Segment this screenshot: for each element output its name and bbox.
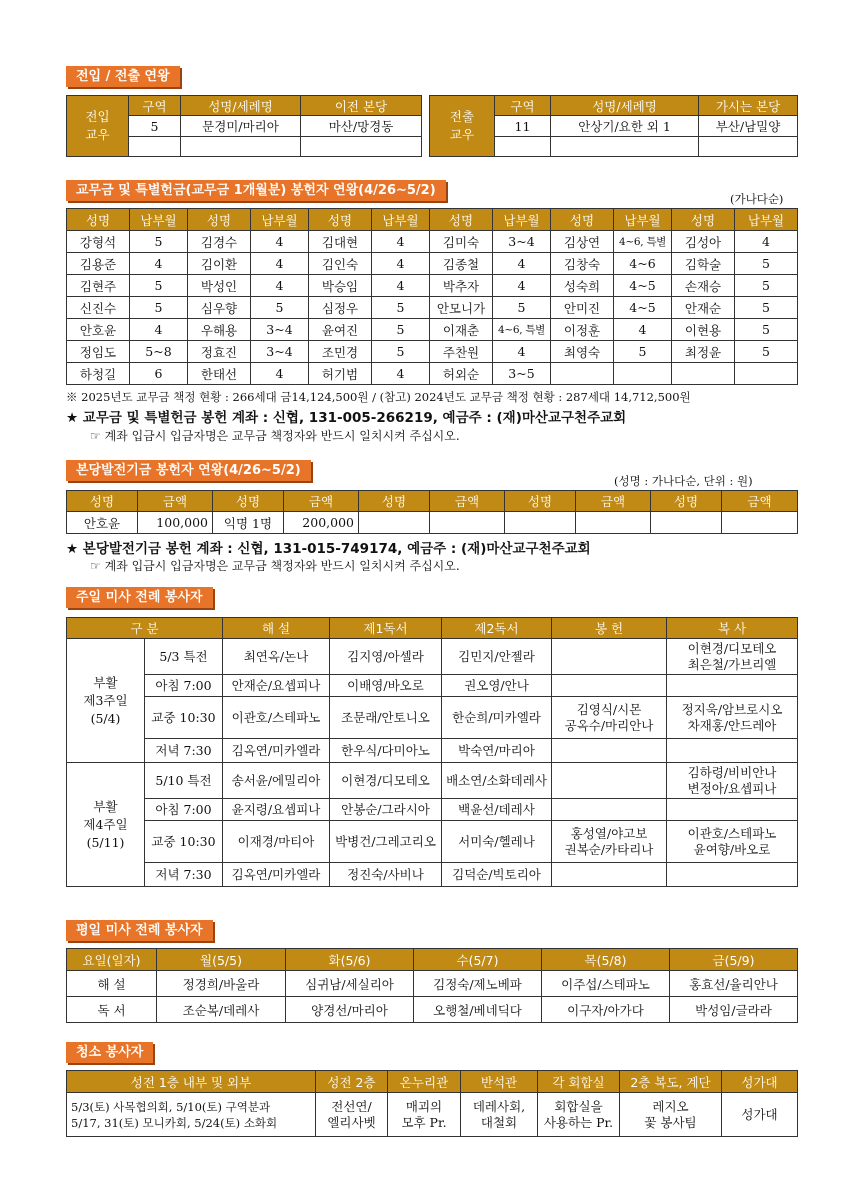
dues-name-cell: 하청길: [67, 363, 130, 385]
building-cell: [359, 512, 430, 534]
dues-name-cell: 안미진: [551, 297, 614, 319]
weekday-cell: 조순복/데레사: [157, 997, 286, 1023]
sunday-offering: [552, 863, 667, 887]
sunday-table: [66, 617, 798, 887]
dues-name-cell: 최정윤: [672, 341, 735, 363]
dues-month-cell: 4: [493, 253, 551, 275]
weekday-header: 화(5/6): [286, 949, 414, 971]
dues-month-cell: 5: [735, 297, 798, 319]
dues-account-note: ☞ 계좌 입금시 입금자명은 교무금 책정자와 반드시 일치시켜 주십시오.: [90, 429, 460, 443]
dues-header-month: 납부월: [735, 209, 798, 231]
weekday-role: 해 설: [67, 971, 157, 997]
dues-month-cell: 4: [493, 341, 551, 363]
sunday-reading2: 김덕순/빅토리아: [442, 863, 552, 887]
transfer-in-cell: [301, 137, 422, 157]
sunday-section-title: 주일 미사 전례 봉사자: [66, 587, 213, 608]
sunday-reading1: 이현경/디모테오: [330, 763, 442, 799]
dues-header-month: 납부월: [130, 209, 188, 231]
dues-name-cell: 심정우: [309, 297, 372, 319]
dues-name-cell: 정효진: [188, 341, 251, 363]
cleaning-cell: 레지오 꽃 봉사팀: [620, 1093, 722, 1137]
transfer-out-header: 구역: [495, 96, 551, 116]
dues-month-cell: 4: [130, 319, 188, 341]
sunday-header: 복 사: [667, 618, 798, 639]
sunday-commentary: 이관호/스테파노: [223, 697, 330, 739]
transfer-out-table: [429, 95, 798, 157]
sunday-offering: 홍성열/야고보 권복순/카타리나: [552, 821, 667, 863]
dues-header-name: 성명: [551, 209, 614, 231]
cleaning-cell: 회합실을 사용하는 Pr.: [538, 1093, 620, 1137]
weekday-header: 목(5/8): [542, 949, 670, 971]
dues-month-cell: 4: [372, 275, 430, 297]
dues-month-cell: 4: [372, 363, 430, 385]
building-cell: 200,000: [284, 512, 359, 534]
dues-name-cell: 김미숙: [430, 231, 493, 253]
transfer-out-cell: 11: [495, 116, 551, 137]
dues-name-cell: 손재승: [672, 275, 735, 297]
cleaning-header: 각 회합실: [538, 1071, 620, 1093]
weekday-header: 요일(일자): [67, 949, 157, 971]
cleaning-cell: 5/3(토) 사목협의회, 5/10(토) 구역분과 5/17, 31(토) 모니카회, 5/24(토) 소화회: [67, 1093, 316, 1137]
sunday-reading2: 한순희/미카엘라: [442, 697, 552, 739]
dues-name-cell: [672, 363, 735, 385]
dues-name-cell: 정임도: [67, 341, 130, 363]
sunday-altar-servers: 이현경/디모테오 최은철/가브리엘: [667, 639, 798, 675]
cleaning-header: 성전 2층: [316, 1071, 388, 1093]
dues-name-cell: 심우향: [188, 297, 251, 319]
sunday-mass-time: 교중 10:30: [145, 821, 223, 863]
dues-header-month: 납부월: [493, 209, 551, 231]
cleaning-header: 2층 복도, 계단: [620, 1071, 722, 1093]
weekday-cell: 이주섭/스테파노: [542, 971, 670, 997]
weekday-section-title: 평일 미사 전례 봉사자: [66, 920, 213, 941]
sunday-offering: [552, 739, 667, 763]
dues-month-cell: 5: [251, 297, 309, 319]
sunday-offering: 김영식/시몬 공옥수/마리안나: [552, 697, 667, 739]
transfer-in-label: 전입 교우: [67, 96, 129, 157]
building-header: 성명: [505, 491, 576, 512]
dues-month-cell: 5: [614, 341, 672, 363]
sunday-commentary: 윤지령/요셉피나: [223, 799, 330, 821]
weekday-header: 월(5/5): [157, 949, 286, 971]
dues-month-cell: 4: [372, 253, 430, 275]
dues-name-cell: 신진수: [67, 297, 130, 319]
building-header: 금액: [430, 491, 505, 512]
weekday-cell: 정경희/바울라: [157, 971, 286, 997]
sunday-altar-servers: [667, 863, 798, 887]
dues-name-cell: 최영숙: [551, 341, 614, 363]
dues-name-cell: 박추자: [430, 275, 493, 297]
dues-month-cell: 3~5: [493, 363, 551, 385]
sunday-altar-servers: 김하령/비비안나 변정아/요셉피나: [667, 763, 798, 799]
sunday-header: 제1독서: [330, 618, 442, 639]
transfer-in-cell: [129, 137, 181, 157]
dues-month-cell: 5: [735, 275, 798, 297]
building-header: 성명: [213, 491, 284, 512]
transfer-out-cell: [699, 137, 798, 157]
sunday-commentary: 김옥연/미카엘라: [223, 863, 330, 887]
sunday-reading2: 김민지/안젤라: [442, 639, 552, 675]
dues-name-cell: 안모니가: [430, 297, 493, 319]
dues-month-cell: 3~4: [251, 341, 309, 363]
dues-header-name: 성명: [672, 209, 735, 231]
building-header: 성명: [67, 491, 138, 512]
sunday-offering: [552, 799, 667, 821]
sunday-reading1: 김지영/아셀라: [330, 639, 442, 675]
weekday-cell: 이구자/아가다: [542, 997, 670, 1023]
building-header: 성명: [651, 491, 722, 512]
sunday-reading1: 박병건/그레고리오: [330, 821, 442, 863]
dues-name-cell: 안재순: [672, 297, 735, 319]
sunday-reading1: 한우식/다미아노: [330, 739, 442, 763]
transfer-in-header: 구역: [129, 96, 181, 116]
dues-month-cell: 4~6: [614, 253, 672, 275]
dues-month-cell: 6: [130, 363, 188, 385]
building-cell: 익명 1명: [213, 512, 284, 534]
dues-month-cell: 5: [735, 341, 798, 363]
dues-name-cell: 성숙희: [551, 275, 614, 297]
transfer-out-cell: 안상기/요한 외 1: [551, 116, 699, 137]
sunday-commentary: 송서윤/에밀리아: [223, 763, 330, 799]
dues-sort-note: (가나다순): [730, 192, 784, 206]
dues-month-cell: 5: [735, 319, 798, 341]
dues-month-cell: 5: [372, 319, 430, 341]
transfer-out-cell: [495, 137, 551, 157]
dues-month-cell: 5~8: [130, 341, 188, 363]
dues-name-cell: 조민경: [309, 341, 372, 363]
sunday-mass-time: 저녁 7:30: [145, 863, 223, 887]
sunday-header: 제2독서: [442, 618, 552, 639]
weekday-cell: 홍효선/율리안나: [670, 971, 798, 997]
transfer-in-header: 성명/세례명: [181, 96, 301, 116]
building-sort-note: (성명 : 가나다순, 단위 : 원): [614, 474, 753, 488]
sunday-reading2: 권오영/안나: [442, 675, 552, 697]
sunday-reading1: 이배영/바오로: [330, 675, 442, 697]
sunday-altar-servers: [667, 739, 798, 763]
dues-name-cell: 안호윤: [67, 319, 130, 341]
dues-header-name: 성명: [188, 209, 251, 231]
dues-name-cell: 박승임: [309, 275, 372, 297]
cleaning-header: 온누리관: [388, 1071, 461, 1093]
sunday-altar-servers: 이관호/스테파노 윤여향/바오로: [667, 821, 798, 863]
dues-name-cell: 박성인: [188, 275, 251, 297]
building-cell: [505, 512, 576, 534]
transfer-section-title: 전입 / 전출 연왕: [66, 66, 180, 87]
dues-header-month: 납부월: [251, 209, 309, 231]
dues-month-cell: 3~4: [493, 231, 551, 253]
sunday-commentary: 김옥연/미카엘라: [223, 739, 330, 763]
transfer-out-cell: 부산/남밀양: [699, 116, 798, 137]
dues-month-cell: 4: [372, 231, 430, 253]
dues-name-cell: 김이환: [188, 253, 251, 275]
dues-month-cell: 5: [372, 297, 430, 319]
building-cell: [576, 512, 651, 534]
sunday-reading1: 정진숙/사비나: [330, 863, 442, 887]
dues-month-cell: 4: [735, 231, 798, 253]
transfer-in-cell: 5: [129, 116, 181, 137]
dues-name-cell: 김용준: [67, 253, 130, 275]
sunday-altar-servers: [667, 675, 798, 697]
dues-month-cell: 5: [130, 297, 188, 319]
transfer-out-header: 성명/세례명: [551, 96, 699, 116]
dues-name-cell: 이현용: [672, 319, 735, 341]
building-account-note: ☞ 계좌 입금시 입금자명은 교무금 책정자와 반드시 일치시켜 주십시오.: [90, 559, 460, 573]
dues-name-cell: 김현주: [67, 275, 130, 297]
transfer-in-cell: [181, 137, 301, 157]
dues-table: [66, 208, 798, 385]
weekday-header: 수(5/7): [414, 949, 542, 971]
dues-month-cell: 4: [251, 253, 309, 275]
sunday-mass-time: 저녁 7:30: [145, 739, 223, 763]
weekday-cell: 심귀남/세실리아: [286, 971, 414, 997]
sunday-reading1: 안봉순/그라시아: [330, 799, 442, 821]
weekday-role: 독 서: [67, 997, 157, 1023]
building-cell: 100,000: [138, 512, 213, 534]
cleaning-cell: 데레사회, 대철회: [461, 1093, 538, 1137]
dues-month-cell: 4~5: [614, 297, 672, 319]
dues-name-cell: 김종철: [430, 253, 493, 275]
building-header: 금액: [576, 491, 651, 512]
sunday-altar-servers: [667, 799, 798, 821]
dues-month-cell: 5: [735, 253, 798, 275]
sunday-commentary: 이재경/마티아: [223, 821, 330, 863]
dues-name-cell: 허기범: [309, 363, 372, 385]
dues-month-cell: [614, 363, 672, 385]
cleaning-header: 성가대: [722, 1071, 798, 1093]
building-header: 금액: [722, 491, 798, 512]
dues-month-cell: 5: [130, 231, 188, 253]
dues-month-cell: 4~6, 특별: [614, 231, 672, 253]
sunday-week-label: 부활 제3주일 (5/4): [67, 639, 145, 763]
sunday-mass-time: 아침 7:00: [145, 675, 223, 697]
sunday-reading1: 조문래/안토니오: [330, 697, 442, 739]
dues-month-cell: 4: [251, 363, 309, 385]
sunday-reading2: 백윤선/데레사: [442, 799, 552, 821]
weekday-cell: 박성임/글라라: [670, 997, 798, 1023]
dues-month-cell: 4: [493, 275, 551, 297]
weekday-cell: 오행철/베네딕다: [414, 997, 542, 1023]
building-cell: [722, 512, 798, 534]
dues-month-cell: 3~4: [251, 319, 309, 341]
building-cell: [651, 512, 722, 534]
sunday-mass-time: 5/10 특전: [145, 763, 223, 799]
sunday-offering: [552, 675, 667, 697]
sunday-altar-servers: 정지욱/암브로시오 차재홍/안드레아: [667, 697, 798, 739]
dues-header-month: 납부월: [372, 209, 430, 231]
sunday-offering: [552, 763, 667, 799]
cleaning-table: [66, 1070, 798, 1137]
sunday-commentary: 최연옥/논나: [223, 639, 330, 675]
sunday-mass-time: 교중 10:30: [145, 697, 223, 739]
sunday-reading2: 배소연/소화데레사: [442, 763, 552, 799]
dues-month-cell: 5: [372, 341, 430, 363]
weekday-table: [66, 948, 798, 1023]
building-header: 금액: [138, 491, 213, 512]
dues-section-title: 교무금 및 특별헌금(교무금 1개월분) 봉헌자 연왕(4/26~5/2): [66, 180, 446, 201]
dues-month-cell: 5: [493, 297, 551, 319]
cleaning-section-title: 청소 봉사자: [66, 1042, 153, 1063]
cleaning-header: 반석관: [461, 1071, 538, 1093]
sunday-offering: [552, 639, 667, 675]
dues-month-cell: 4~6, 특별: [493, 319, 551, 341]
dues-name-cell: 이정훈: [551, 319, 614, 341]
building-cell: [430, 512, 505, 534]
dues-name-cell: 허외순: [430, 363, 493, 385]
dues-name-cell: 김상연: [551, 231, 614, 253]
transfer-in-table: [66, 95, 422, 157]
dues-name-cell: 김성아: [672, 231, 735, 253]
dues-name-cell: 김경수: [188, 231, 251, 253]
dues-name-cell: 김학술: [672, 253, 735, 275]
dues-name-cell: 우해용: [188, 319, 251, 341]
sunday-reading2: 박숙연/마리아: [442, 739, 552, 763]
dues-header-name: 성명: [430, 209, 493, 231]
cleaning-cell: 전선연/ 엘리사벳: [316, 1093, 388, 1137]
dues-account: ★ 교무금 및 특별헌금 봉헌 계좌 : 신협, 131-005-266219, 예금주 : (재)마산교구천주교회: [66, 410, 627, 426]
cleaning-cell: 성가대: [722, 1093, 798, 1137]
dues-name-cell: 김창숙: [551, 253, 614, 275]
cleaning-cell: 매괴의 모후 Pr.: [388, 1093, 461, 1137]
dues-month-cell: 4: [614, 319, 672, 341]
building-account: ★ 본당발전기금 봉헌 계좌 : 신협, 131-015-749174, 예금주 : (재)마산교구천주교회: [66, 541, 591, 557]
building-cell: 안호윤: [67, 512, 138, 534]
dues-month-cell: 5: [130, 275, 188, 297]
weekday-header: 금(5/9): [670, 949, 798, 971]
dues-header-name: 성명: [67, 209, 130, 231]
building-table: [66, 490, 798, 534]
transfer-in-cell: 문경미/마리아: [181, 116, 301, 137]
dues-name-cell: 김대현: [309, 231, 372, 253]
weekday-cell: 양경선/마리아: [286, 997, 414, 1023]
dues-month-cell: 4: [251, 231, 309, 253]
dues-month-cell: 4: [251, 275, 309, 297]
dues-name-cell: 김인숙: [309, 253, 372, 275]
building-header: 금액: [284, 491, 359, 512]
transfer-out-label: 전출 교우: [430, 96, 495, 157]
dues-name-cell: 주찬원: [430, 341, 493, 363]
building-section-title: 본당발전기금 봉헌자 연왕(4/26~5/2): [66, 460, 311, 481]
transfer-out-header: 가시는 본당: [699, 96, 798, 116]
sunday-commentary: 안재순/요셉피나: [223, 675, 330, 697]
sunday-mass-time: 5/3 특전: [145, 639, 223, 675]
sunday-week-label: 부활 제4주일 (5/11): [67, 763, 145, 887]
dues-status-note: ※ 2025년도 교무금 책정 현황 : 266세대 금14,124,500원 / (참고) 2024년도 교무금 책정 현황 : 287세대 14,712,500원: [66, 390, 691, 404]
transfer-out-cell: [551, 137, 699, 157]
sunday-header: 구 분: [67, 618, 223, 639]
sunday-mass-time: 아침 7:00: [145, 799, 223, 821]
transfer-in-cell: 마산/망경동: [301, 116, 422, 137]
building-header: 성명: [359, 491, 430, 512]
sunday-reading2: 서미숙/헬레나: [442, 821, 552, 863]
dues-name-cell: 한태선: [188, 363, 251, 385]
dues-name-cell: 이재춘: [430, 319, 493, 341]
dues-header-name: 성명: [309, 209, 372, 231]
sunday-header: 해 설: [223, 618, 330, 639]
dues-month-cell: 4: [130, 253, 188, 275]
dues-name-cell: 윤여진: [309, 319, 372, 341]
cleaning-header: 성전 1층 내부 및 외부: [67, 1071, 316, 1093]
dues-month-cell: [735, 363, 798, 385]
dues-name-cell: 강형석: [67, 231, 130, 253]
transfer-in-header: 이전 본당: [301, 96, 422, 116]
dues-month-cell: 4~5: [614, 275, 672, 297]
weekday-cell: 김정숙/제노베파: [414, 971, 542, 997]
dues-name-cell: [551, 363, 614, 385]
dues-header-month: 납부월: [614, 209, 672, 231]
sunday-header: 봉 헌: [552, 618, 667, 639]
